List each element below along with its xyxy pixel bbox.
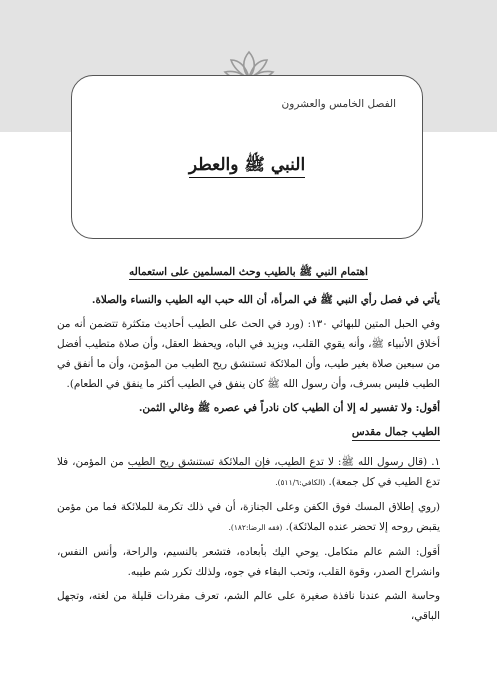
- chapter-label: الفصل الخامس والعشرون: [281, 98, 396, 110]
- hadith-quote: ١. (قال رسول الله ﷺ: لا تدع الطيب، فإن الملائكة تستنشق ريح الطيب: [127, 456, 441, 468]
- chapter-title: [72, 154, 422, 179]
- chapter-title-text: النبي ﷺ والعطر: [189, 155, 305, 178]
- paragraph: أقول: الشم عالم متكامل. يوحي اليك بأبعاده، فتشعر بالنسيم، والراحة، وأنس النفس، وانشراح الصدر، وقوة القلب، وتحب البقاء في جوه، ولذلك تكرر شم طيبه.: [57, 546, 440, 578]
- section-heading-2: [57, 422, 440, 442]
- citation: (الكافي:٥١١/٦).: [275, 478, 326, 487]
- section-heading-2-text: الطيب جمال مقدس: [352, 426, 440, 441]
- paragraph: [57, 497, 440, 538]
- paragraph: [57, 452, 440, 493]
- paragraph: أقول: ولا تفسير له إلا أن الطيب كان نادراً في عصره ﷺ وغالي الثمن.: [138, 402, 440, 414]
- hadith-rest: من المؤمن، فلا تدع الطيب في كل جمعة).: [57, 456, 440, 488]
- paragraph: وفي الحبل المتين للبهائي ١٣٠: (ورد في الحث على الطيب أحاديث متكثرة تتضمن أنه من أخلاق الأنبياء ﷺ، وأنه يقوي القلب، ويزيد في الباه، ويحفظ العقل، وأن صلاة متطيب أفضل من سبعين صلاة بغير طيب، وأن الملائكة تستنشق ريح الطيب من المؤمن، وأن ما أنفق في الطيب فليس بسرف، وأن رسول الله ﷺ كان ينفق في الطيب أكثر ما ينفق في الطعام).: [57, 318, 440, 390]
- citation: (فقه الرضا:١٨٢).: [228, 523, 283, 532]
- section-heading-1: [57, 262, 440, 282]
- section-heading-1-text: اهتمام النبي ﷺ بالطيب وحث المسلمين على استعماله: [129, 266, 368, 278]
- paragraph: يأتي في فصل رأي النبي ﷺ في المرأة، أن الله حبب اليه الطيب والنساء والصلاة.: [91, 294, 440, 306]
- paragraph: وحاسة الشم عندنا نافذة صغيرة على عالم الشم، تعرف مفردات قليلة من لغته، وتجهل الباقي،: [57, 590, 440, 622]
- chapter-box: [71, 75, 423, 239]
- page-body: [57, 262, 440, 630]
- narration-text: (روي إطلاق المسك فوق الكفن وعلى الجنازة، أن في ذلك تكرمة للملائكة فما من مؤمن يقبض روحه إلا تحضر عنده الملائكة).: [57, 501, 440, 533]
